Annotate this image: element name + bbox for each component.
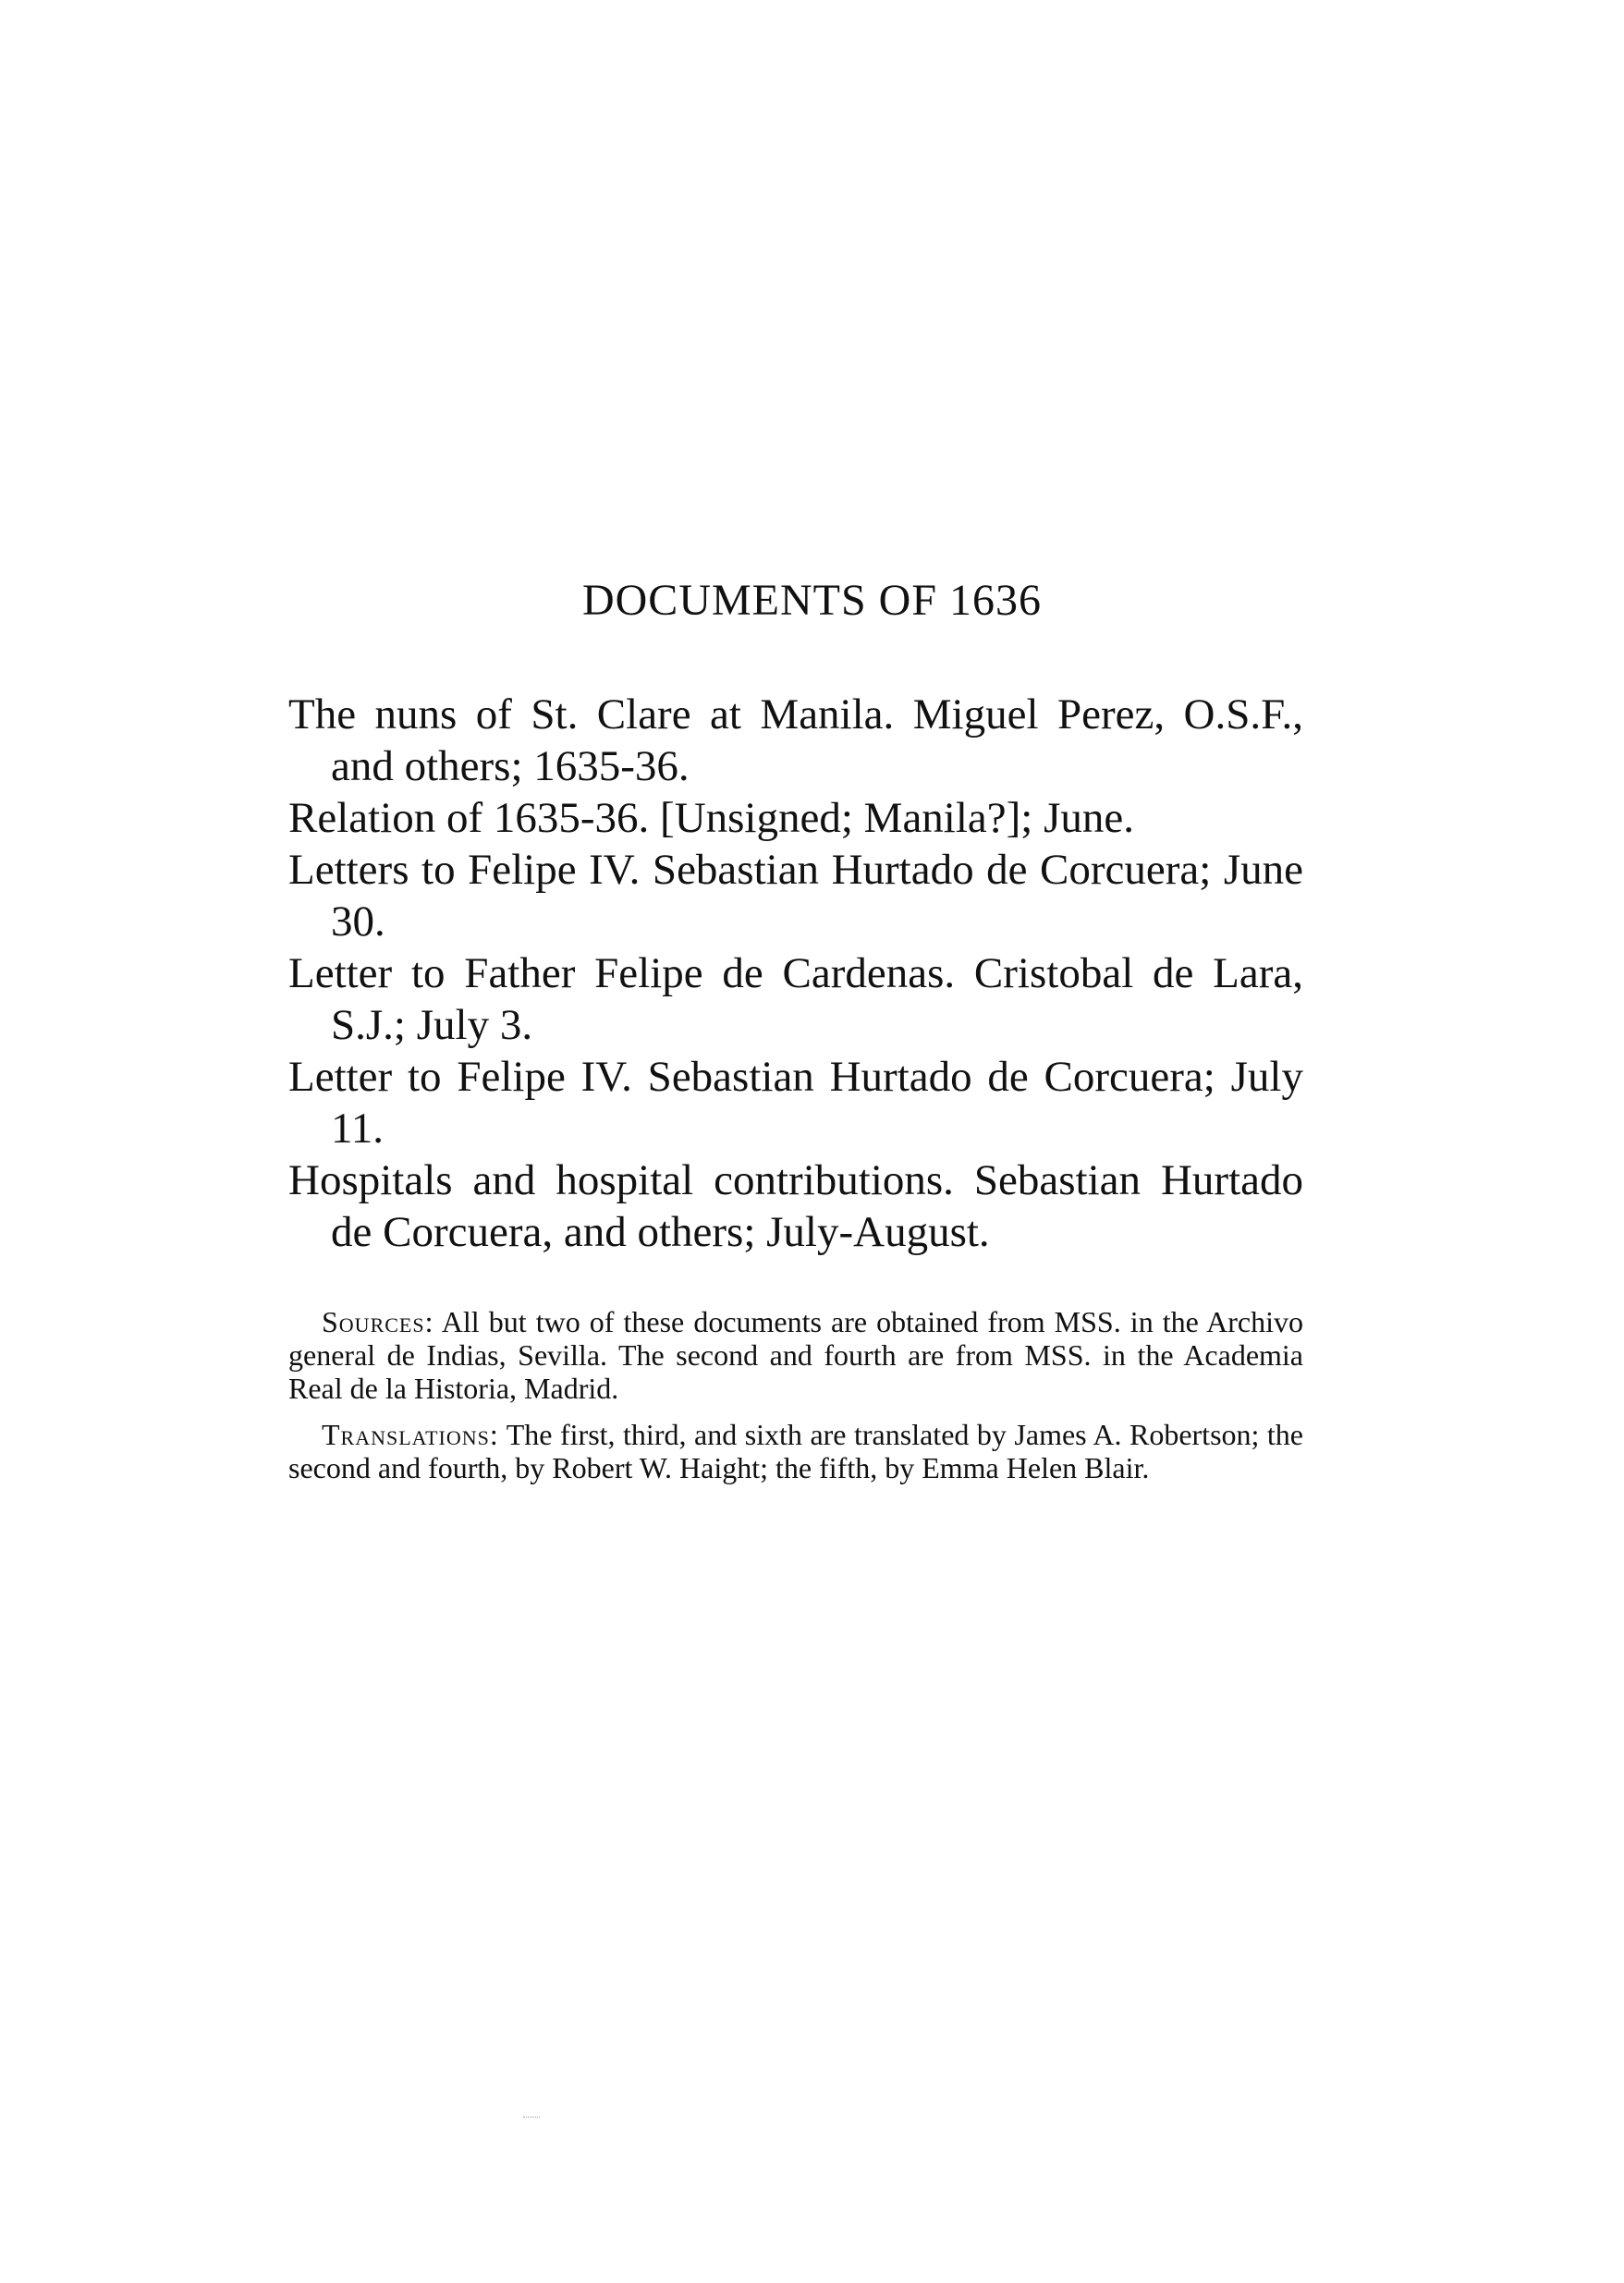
list-item: The nuns of St. Clare at Manila. Miguel Perez, O.S.F., and others; 1635-36. — [288, 690, 1303, 790]
list-item: Letter to Father Felipe de Cardenas. Cristobal de Lara, S.J.; July 3. — [288, 949, 1303, 1049]
list-item: Letters to Felipe IV. Sebastian Hurtado de Corcuera; June 30. — [288, 846, 1303, 946]
notes-section — [288, 1305, 1303, 1497]
list-item: Relation of 1635-36. [Unsigned; Manila?]; June. — [288, 794, 1135, 842]
translations-note — [288, 1418, 1303, 1484]
sources-label: Sources: — [322, 1305, 434, 1338]
scan-speck — [523, 2117, 540, 2119]
list-item: Letter to Felipe IV. Sebastian Hurtado de Corcuera; July 11. — [288, 1053, 1303, 1153]
translations-text: The first, third, and sixth are translated by James A. Robertson; the second and fourth, by Robert W. Haight; the fifth, by Emma Helen Blair. — [288, 1418, 1304, 1484]
page-title: DOCUMENTS OF 1636 — [581, 576, 1043, 625]
sources-note — [288, 1305, 1303, 1405]
sources-text: All but two of these documents are obtained from MSS. in the Archivo general de Indias, Sevilla. The second and fourth are from MSS. in the Academia Real de la Historia, Madrid. — [288, 1305, 1304, 1405]
translations-label: Translations: — [322, 1418, 499, 1451]
list-item: Hospitals and hospital contributions. Sebastian Hurtado de Corcuera, and others; July-August. — [288, 1156, 1303, 1256]
documents-list — [288, 689, 1303, 1258]
